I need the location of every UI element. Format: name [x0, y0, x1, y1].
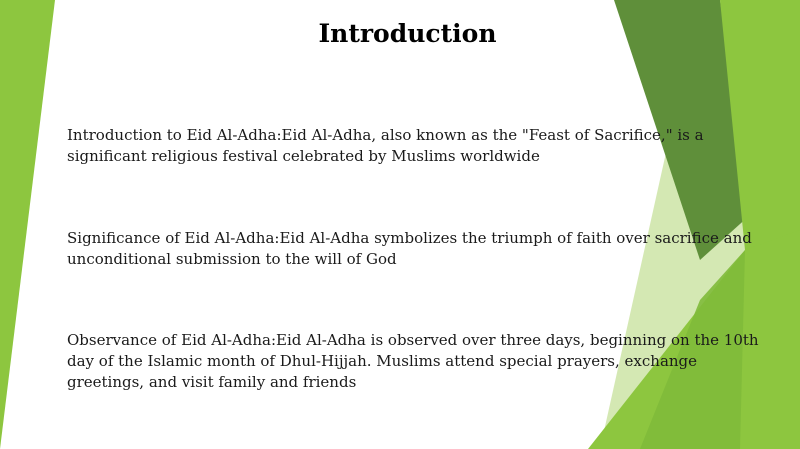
left-green-band — [0, 0, 55, 449]
paragraph-introduction: Introduction to Eid Al-Adha:Eid Al-Adha, also known as the "Feast of Sacrifice," is a significant religious festival celebrated by Muslims worldwide — [67, 126, 704, 165]
paragraph-significance: Significance of Eid Al-Adha:Eid Al-Adha symbolizes the triumph of faith over sacrifice and unconditional submission to the will of God — [67, 229, 752, 268]
slide-title: Introduction — [318, 19, 497, 48]
paragraph-observance: Observance of Eid Al-Adha:Eid Al-Adha is observed over three days, beginning on the 10th day of the Islamic month of Dhul-Hijjah. Muslims attend special prayers, exchange greetings, and visit family and friends — [67, 331, 759, 391]
